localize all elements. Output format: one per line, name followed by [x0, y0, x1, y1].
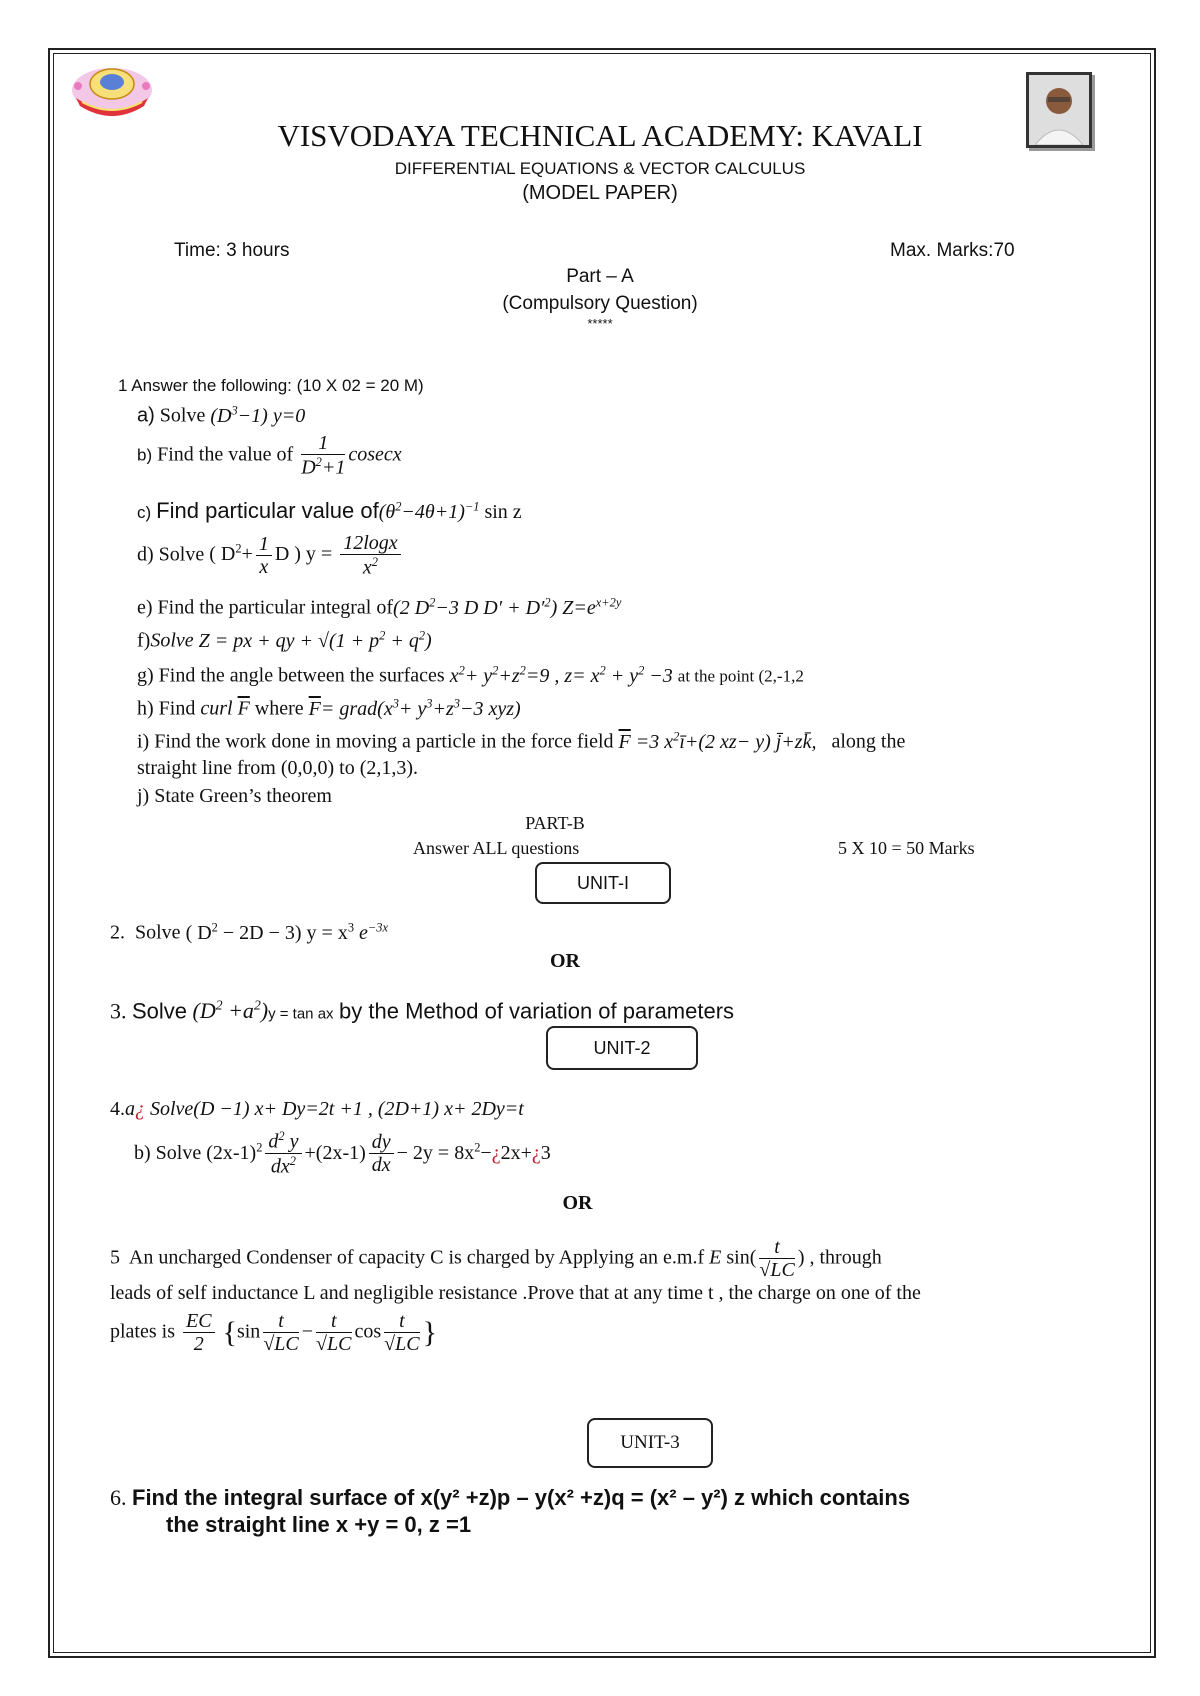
unit-2-heading: UNIT-2	[546, 1026, 698, 1070]
institution-title: VISVODAYA TECHNICAL ACADEMY: KAVALI	[277, 118, 923, 153]
question-c: c) Find particular value $of(\theta^2-4\theta+1)^{-1}$ sin z	[137, 498, 522, 523]
question-e: e) Find the particular integral of(2 $D^2-3$ D $D' + D'^2$) $Z=e^{x+2y}$	[137, 595, 622, 619]
part-b-marks: 5 X 10 = 50 Marks	[838, 838, 975, 858]
question-f: f)Solve Z = px + qy + $√(1 + p^2 + q^2)$	[137, 628, 432, 652]
question-d: d) Solve ( $D^2+$ $\frac{1}{x}$ D ) y = $\frac{12\log x}{x^2}$	[137, 532, 404, 580]
question-h: h) Find curl $\overline{F}$ where $\overline{F}=$ $grad(x^3+ y^3+z^3-3$ xyz)	[137, 696, 521, 720]
paper-type: (MODEL PAPER)	[522, 182, 678, 204]
subject-title: DIFFERENTIAL EQUATIONS & VECTOR CALCULUS	[394, 159, 806, 178]
question-3: 3. Solve $(D^2 +a^2)y = \tan$ ax by the Method of variation of parameters	[110, 998, 735, 1024]
part-a-title: Part – A	[566, 266, 634, 287]
part-a-instruction: 1 Answer the following: (10 X 02 = 20 M)	[118, 376, 424, 395]
separator-stars: *****	[587, 316, 613, 331]
part-b-instruction: Answer ALL questions	[413, 838, 580, 858]
question-4a: 4.a¿ Solve(D −1) x+ Dy=2t +1 , (2D+1) x+ 2Dy=t	[110, 1098, 524, 1120]
question-i-line2: straight line from (0,0,0) to (2,1,3).	[137, 757, 419, 779]
question-5-line2: leads of self inductance L and negligible resistance .Prove that at any time t , the charge on one of the	[110, 1282, 921, 1304]
question-b: b) Find the value of $\frac{1}{D^2+1}$ cosecx	[137, 432, 402, 479]
question-4b: b) Solve $(2x-1)^2$ $\frac{d^2 y}{dx^2}$ +(2x-1) $\frac{dy}{dx}$ − $2y = 8x^2-¿2x+¿3$	[134, 1129, 551, 1178]
part-a-subtitle: (Compulsory Question)	[502, 293, 698, 314]
or-divider-1: OR	[550, 950, 580, 972]
question-5-line1: 5 An uncharged Condenser of capacity C is charged by Applying an e.m.f E sin( $\frac{t}{√LC}$ ) , through	[110, 1236, 882, 1281]
part-b-title: PART-B	[525, 813, 585, 833]
institution-logo	[68, 60, 156, 118]
question-g: g) Find the angle between the surfaces $x^2+ y^2+z^2=9$ , $z= x^2 + y^2 -3$ at the point (2,-1,2	[137, 663, 804, 687]
question-6-line2: the straight line x +y = 0, z =1	[166, 1512, 472, 1537]
question-5-line3: plates is $\frac{EC}{2}$ {sin $\frac{t}{√LC}$ − $\frac{t}{√LC}$ cos $\frac{t}{√LC}$ }	[110, 1310, 438, 1355]
question-i: i) Find the work done in moving a particle in the force field $\overline{F} =3$ $x^2ī+(2$ xz− y) j̄+zk̄, along the	[137, 729, 906, 753]
unit-3-heading: UNIT-3	[587, 1418, 713, 1468]
unit-1-heading: UNIT-I	[535, 862, 671, 904]
question-6-line1: 6. Find the integral surface of x(y² +z)p – y(x² +z)q = (x² – y²) z which contains	[110, 1485, 911, 1510]
max-marks-label: Max. Marks:70	[890, 240, 1015, 261]
time-label: Time: 3 hours	[174, 240, 290, 261]
or-divider-2: OR	[562, 1192, 593, 1214]
question-j: j) State Green’s theorem	[137, 785, 332, 807]
question-2: 2. Solve ( $D^2 - 2D - 3$) $y = x^3$ $e^{-3x}$	[110, 920, 388, 944]
question-a: a) Solve $(D^3-1)$ y=0	[137, 403, 306, 427]
